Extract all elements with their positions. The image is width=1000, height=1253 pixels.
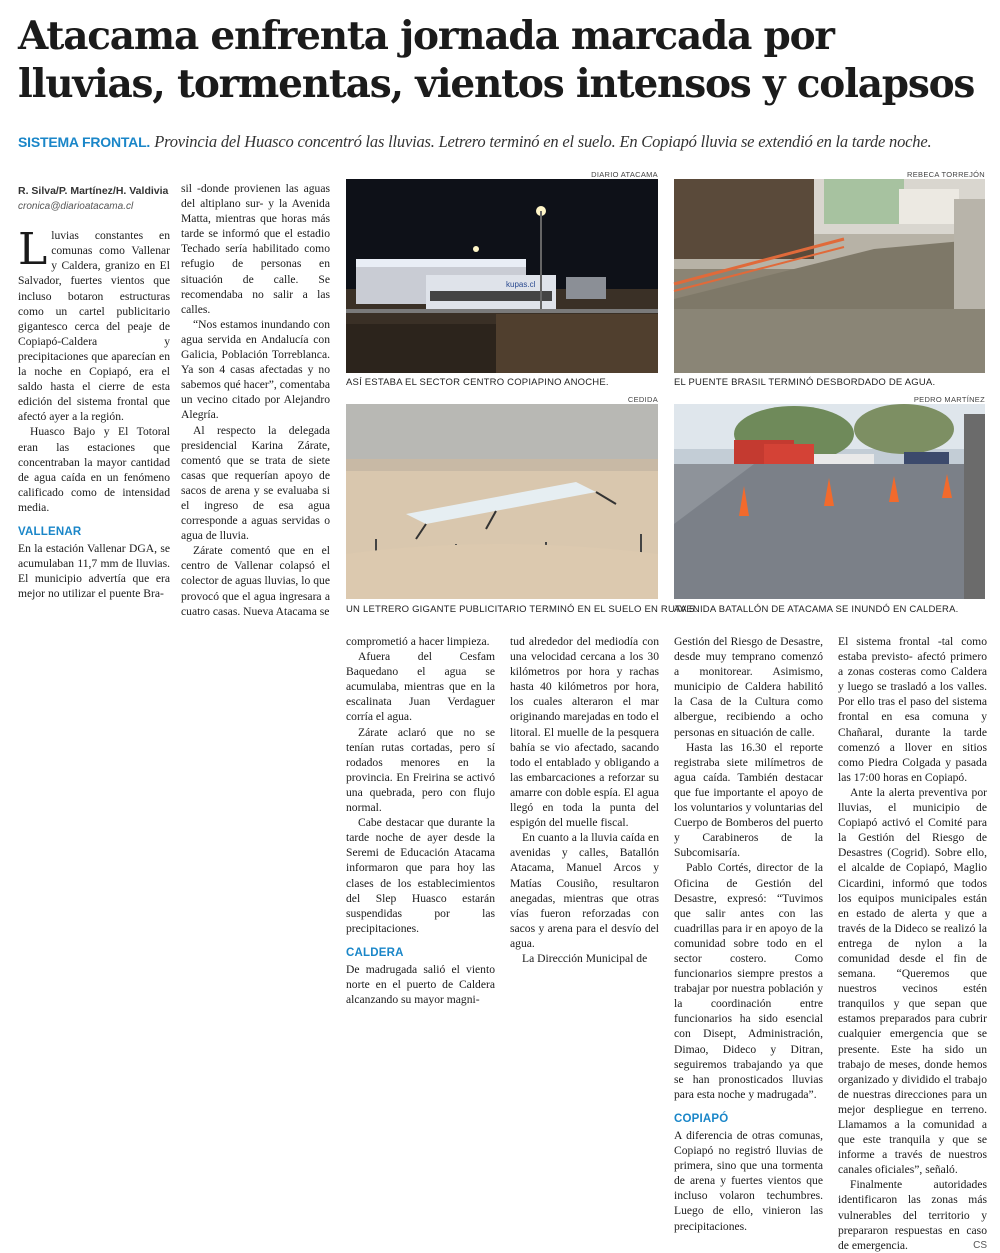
subhead-deck: Provincia del Huasco concentró las lluvias. Letrero terminó en el suelo. En Copiapó lluvia se extendió en la tarde noche. (154, 132, 932, 151)
paragraph: A diferencia de otras comunas, Copiapó no registró lluvias de primera, sino que una tormenta de arena y fuertes vientos que incluso volaron techumbres. Luego de ello, vinieron las precipitaciones. (674, 1129, 823, 1233)
text-column-4 (510, 634, 659, 966)
paragraph: Al respecto la delegada presidencial Karina Zárate, comentó que se trata de siete casas que requerían apoyo de sacos de arena y se evaluaba si el ingreso de esa agua corresponde a aguas servidas o agua de lluvia. (181, 423, 330, 543)
bus-sign-text: kupas.cl (506, 280, 536, 289)
section-heading-caldera: CALDERA (346, 946, 404, 959)
paragraph: En cuanto a la lluvia caída en avenidas y calles, Batallón Atacama, Manuel Arcos y Matías Cousiño, resultaron anegadas, mientras que otras vías fueron reforzadas con sacos y arena para el desvío del agua. (510, 831, 659, 950)
paragraph: tud alrededor del mediodía con una velocidad cercana a los 30 kilómetros por hora y rachas hasta 40 kilómetros por hora, los cuales alteraron el mar originando marejadas en todo el litoral. El muelle de la pesquera bahía se vio afectado, sacando todo el entablado y obligando a las embarcaciones a reforzar su amarre con doble espía. El agua llegó en toda la punta del espigón del muelle fiscal. (510, 635, 659, 830)
subhead-kicker: SISTEMA FRONTAL. (18, 134, 151, 150)
lead-paragraph (18, 224, 170, 424)
photo-letrero-ruta5 (346, 404, 658, 599)
paragraph: La Dirección Municipal de (522, 951, 648, 965)
photo-credit: REBECA TORREJÓN (907, 170, 985, 179)
section-heading-vallenar: VALLENAR (18, 525, 82, 538)
byline: R. Silva/P. Martínez/H. Valdivia (18, 185, 169, 197)
photo-credit: DIARIO ATACAMA (591, 170, 658, 179)
photo-avenida-batallon (674, 404, 985, 599)
text-column-2 (181, 181, 330, 619)
end-mark: CS (973, 1239, 987, 1251)
photo-credit: PEDRO MARTÍNEZ (913, 395, 985, 404)
text-column-5 (674, 634, 823, 1234)
photo-caption: EL PUENTE BRASIL TERMINÓ DESBORDADO DE AGUA. (674, 377, 936, 388)
photo-caption: AVENIDA BATALLÓN DE ATACAMA SE INUNDÓ EN CALDERA. (674, 604, 959, 615)
paragraph: Cabe destacar que durante la tarde noche de ayer desde la Seremi de Educación Atacama informaron que para hoy las clases de los establecimientos del Slep Huasco estarán suspendidas por las precipitaciones. (346, 816, 495, 935)
paragraph: De madrugada salió el viento norte en el puerto de Caldera alcanzando su mayor magni- (346, 962, 495, 1007)
paragraph: Afuera del Cesfam Baquedano el agua se acumulaba, mientras que en la escalinata Juan Verdaguer corría el agua. (346, 650, 495, 724)
photo-copiapo-night (346, 179, 658, 373)
paragraph: Huasco Bajo y El Totoral eran las estaciones que concentraban la mayor cantidad de agua caída en un fenómeno calificado como de intensidad media. (18, 425, 170, 514)
text-column-3 (346, 634, 495, 1007)
paragraph: Zárate aclaró que no se tenían rutas cortadas, pero sí rodados menores en la provincia. En Freirina se activó una quebrada, pero con flujo normal. (346, 725, 495, 815)
closing-text: Finalmente autoridades identificaron las zonas más vulnerables del territorio y prepararon respuestas en caso de emergencia. (838, 1178, 987, 1252)
paragraph: sil -donde provienen las aguas del altiplano sur- y la Avenida Matta, mientras que horas más tarde se informó que el estadio Techado sería habilitado como refugio de personas en situación de calle. Se recomendaba no salir a las calles. (181, 182, 330, 316)
drop-cap: L (18, 224, 48, 276)
paragraph: En la estación Vallenar DGA, se acumulaban 11,7 mm de lluvias. El municipio advertía que era mejor no utilizar el puente Bra- (18, 542, 170, 601)
paragraph: Hasta las 16.30 el reporte registraba siete milímetros de agua caída. También destacar que fue importante el apoyo de los voluntarios y voluntarias del Cuerpo de Bomberos del puerto y Carabineros de la Subcomisaría. (674, 740, 823, 860)
text-column-6 (838, 634, 987, 1253)
paragraph (838, 1177, 987, 1252)
photo-credit: CEDIDA (627, 395, 658, 404)
paragraph: Pablo Cortés, director de la Oficina de Gestión del Desastre, expresó: “Tuvimos que salir antes con las cuadrillas para ir en apoyo de la comunidad sobre todo en el sector costero. Como funcionarios siempre prestos a trabajar por nuestra población y la coordinación entre funcionarios ha sido esencial con Disept, Administración, Dimao, Dideco y Ditran, seguiremos trabajando ya que se han pronosticados lluvias para esta noche y madrugada”. (674, 861, 823, 1101)
paragraph: comprometió a hacer limpieza. (346, 635, 490, 648)
paragraph: El sistema frontal -tal como estaba previsto- afectó primero a zonas costeras como Caldera y luego se trasladó a los valles. Por ello tras el paso del sistema frontal en esa comuna y Chañaral, durante la tarde comenzó a llover en sitios como Piedra Colgada y pasada las 17:00 horas en Copiapó. (838, 635, 987, 784)
photo-caption: UN LETRERO GIGANTE PUBLICITARIO TERMINÓ EN EL SUELO EN RUTA 5. (346, 604, 698, 615)
subhead (18, 132, 988, 152)
paragraph: Gestión del Riesgo de Desastre, desde muy temprano comenzó a monitorear. Asimismo, municipio de Caldera habilitó la Casa de la Cultura como albergue, recibiendo a ocho personas en situación de calle. (674, 635, 823, 739)
author-email[interactable]: cronica@diarioatacama.cl (18, 201, 134, 213)
paragraph: “Nos estamos inundando con agua servida en Andalucía con Galicia, Población Torreblanca. Ya son 4 casas afectadas y no sabemos qué hacer”, comentaba un vecino citado por Alejandro Alegría. (181, 317, 330, 422)
paragraph: Zárate comentó que en el centro de Vallenar colapsó el colector de aguas lluvias, lo que provocó que el agua ingresara a cuatro casas. Nueva Atacama se (181, 544, 330, 618)
paragraph: Ante la alerta preventiva por lluvias, el municipio de Copiapó activó el Comité para la Gestión del Riesgo de Desastres (Cogrid). Sobre ello, el alcalde de Copiapó, Maglio Cicardini, informó que todos los equipos municipales están en estado de alerta y que a través de la Dideco se realizó la entrega de nylon a la comunidad desde el fin de semana. “Queremos que nuestros vecinos estén tranquilos y que sepan que estamos preparados para cubrir cualquier emergencia que se presente. Este ha sido un trabajo de meses, donde hemos organizado y dividido el trabajo de nuestras direcciones para un mejor despliegue en terreno. Llamamos a la comunidad a que este tranquila y que se informe a través de nuestros canales oficiales”, señaló. (838, 785, 987, 1177)
section-heading-copiapo: COPIAPÓ (674, 1112, 729, 1125)
lead-text: luvias constantes en comunas como Vallenar y Caldera, granizo en El Salvador, fuertes vientos que incluso botaron estructuras como un cartel publicitario gigantesco cerca del peaje de Copiapó-Caldera y precipitaciones que aparecían en la noche en Copiapó, era el saldo hasta el cierre de esta edición del sistema frontal que afectó ayer a la región. (18, 229, 170, 424)
photo-caption: ASÍ ESTABA EL SECTOR CENTRO COPIAPINO ANOCHE. (346, 377, 609, 388)
text-column-1 (18, 184, 170, 601)
headline: Atacama enfrenta jornada marcada por lluvias, tormentas, vientos intensos y colapsos (18, 13, 975, 107)
photo-puente-brasil (674, 179, 985, 373)
